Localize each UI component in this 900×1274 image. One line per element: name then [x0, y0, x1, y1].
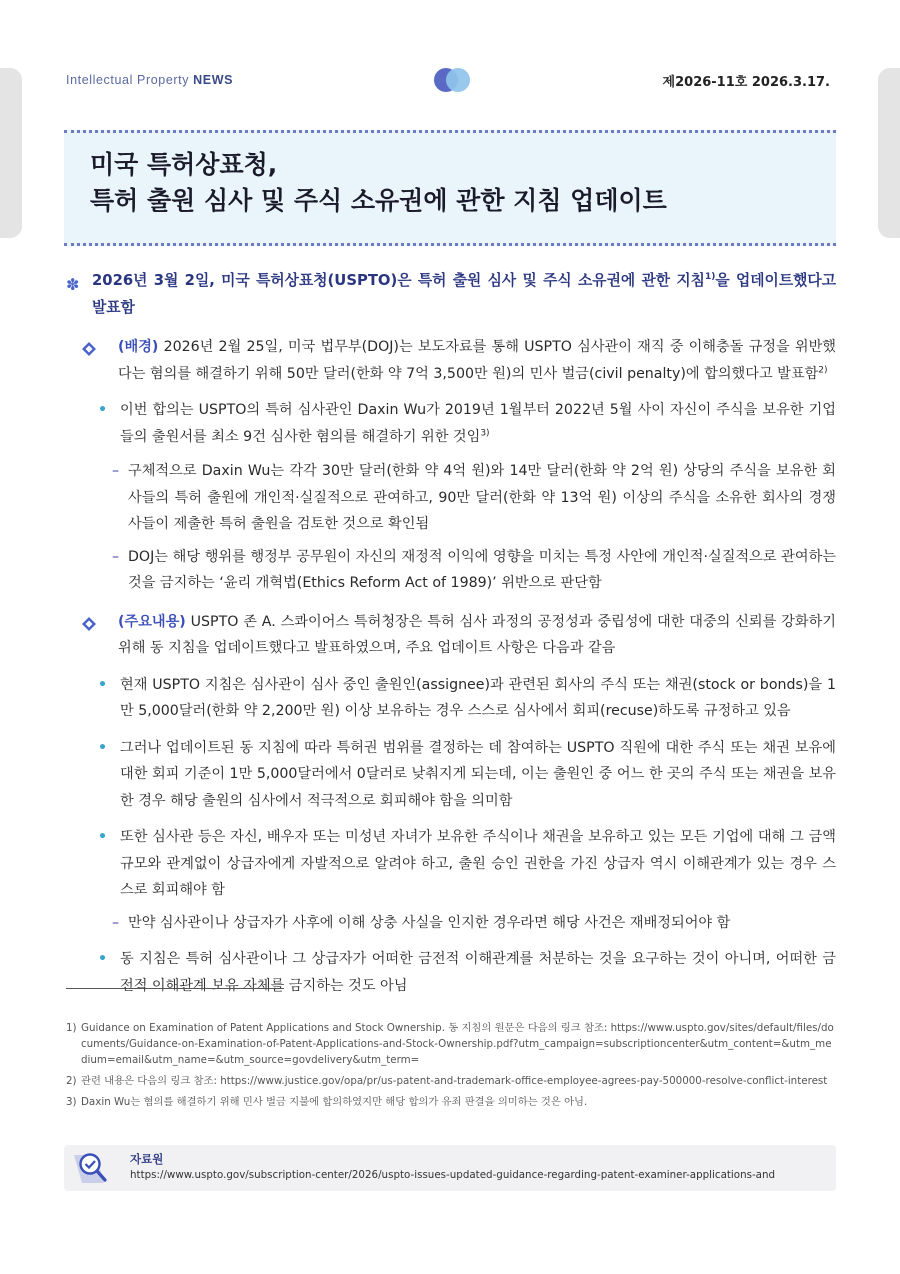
dash-bullet-icon: – [112, 914, 120, 931]
dash-bullet-icon: – [112, 463, 120, 479]
asterisk-bullet-icon: ✽ [66, 275, 80, 294]
footnote-ref-3[interactable]: 3) [480, 427, 490, 438]
list-item: • 또한 심사관 등은 자신, 배우자 또는 미성년 자녀가 보유한 주식이나 채권을 보유하고 있는 모든 기업에 대해 그 금액 규모와 관계없이 상급자에게 자발적으로 알려야 하고, 출원 승인 권한을 가진 상급자 역시 이해관계가 있는 경우 스스로 회피해야 함 [96, 824, 836, 904]
dot-bullet-icon: • [98, 676, 108, 693]
footnote-divider [66, 988, 284, 989]
diamond-bullet-icon [82, 614, 96, 628]
footnotes [66, 1020, 838, 1115]
article-body [66, 268, 836, 999]
footnote: 3) Daxin Wu는 혐의를 해결하기 위해 민사 벌금 지불에 합의하였지만 해당 합의가 유죄 판결을 의미하는 것은 아님. [66, 1096, 588, 1108]
list-item: – DOJ는 해당 행위를 행정부 공무원이 자신의 재정적 이익에 영향을 미치는 특정 사안에 개인적·실질적으로 관여하는 것을 금지하는 ‘윤리 개혁법(Ethics Reform Act of 1989)’ 위반으로 판단함 [110, 544, 836, 597]
page-title [90, 147, 667, 219]
list-item: • 이번 합의는 USPTO의 특허 심사관인 Daxin Wu가 2019년 1월부터 2022년 5월 사이 자신이 주식을 보유한 기업들의 출원서를 최소 9건 심사한 혐의를 해결하기 위한 것임$^{3)}$ [96, 397, 836, 450]
source-label: 자료원 [130, 1152, 164, 1166]
footnote: 1) Guidance on Examination of Patent Applications and Stock Ownership. 동 지침의 원문은 다음의 링크 참조: https://www.uspto.gov/sites/default/files/documents/Guidance-on-Examination-of-Patent-Applications-and-Stock-Ownership.pdf?utm_campaign=subscriptioncenter&utm_content=&utm_medium=email&utm_name=&utm_source=govdelivery&utm_term= [66, 1022, 834, 1066]
list-item: • 현재 USPTO 지침은 심사관이 심사 중인 출원인(assignee)과 관련된 회사의 주식 또는 채권(stock or bonds)을 1만 5,000달러(한화 약 2,200만 원) 이상 보유하는 경우 스스로 심사에서 회피(recuse)하도록 규정하고 있음 [96, 672, 836, 725]
brand-word-1: Intellectual [66, 73, 133, 87]
dot-bullet-icon: • [98, 829, 108, 845]
footnote-ref-1[interactable]: 1) [704, 272, 716, 283]
background-paragraph: (배경) 2026년 2월 25일, 미국 법무부(DOJ)는 보도자료를 통해 USPTO 심사관이 재직 중 이해충돌 규정을 위반했다는 혐의를 해결하기 위해 50만 달러(한화 약 7억 3,500만 원)의 민사 벌금(civil penalty)에 합의했다고 발표함$^{2)}$ [82, 334, 836, 387]
title-line-2: 특허 출원 심사 및 주식 소유권에 관한 지침 업데이트 [90, 186, 667, 215]
magnifier-check-icon [74, 1149, 110, 1187]
list-item: • 동 지침은 특허 심사관이나 그 상급자가 어떠한 금전적 이해관계를 처분하는 것을 요구하는 것이 아니며, 어떠한 금전적 이해관계 보유 자체를 금지하는 것도 아님 [96, 946, 836, 999]
issue-number: 제2026-11호 2026.3.17. [662, 75, 830, 90]
source-link[interactable]: https://www.uspto.gov/subscription-center/2026/uspto-issues-updated-guidance-regarding-patent-examiner-applications-and [130, 1169, 776, 1181]
list-item: – 구체적으로 Daxin Wu는 각각 30만 달러(한화 약 4억 원)와 14만 달러(한화 약 2억 원) 상당의 주식을 보유한 회사들의 특허 출원에 개인적·실질적으로 관여하고, 90만 달러(한화 약 13억 원) 이상의 주식을 소유한 회사의 경쟁사들이 제출한 특허 출원을 검토한 것으로 확인됨 [110, 458, 836, 538]
left-page-tab [0, 68, 22, 238]
background-label: (배경) [118, 339, 159, 355]
title-line-1: 미국 특허상표청, [90, 150, 278, 179]
footnote-ref-2[interactable]: 2) [818, 364, 828, 375]
dash-bullet-icon: – [112, 548, 120, 565]
diamond-bullet-icon [82, 339, 96, 353]
dot-bullet-icon: • [98, 402, 108, 418]
footnote: 2) 관련 내용은 다음의 링크 참조: https://www.justice.gov/opa/pr/us-patent-and-trademark-office-employee-agrees-pay-500000-resolve-conflict-interest [66, 1075, 828, 1087]
logo-icon [434, 68, 470, 92]
source-box [64, 1145, 836, 1191]
summary-paragraph: ✽ 2026년 3월 2일, 미국 특허상표청(USPTO)은 특허 출원 심사 및 주식 소유권에 관한 지침$^{1)}$을 업데이트했다고 발표함 [66, 272, 836, 316]
list-item: – 만약 심사관이나 상급자가 사후에 이해 상충 사실을 인지한 경우라면 해당 사건은 재배정되어야 함 [110, 910, 836, 937]
list-item: • 그러나 업데이트된 동 지침에 따라 특허권 범위를 결정하는 데 참여하는 USPTO 직원에 대한 주식 또는 채권 보유에 대한 회피 기준이 1만 5,000달러에서 0달러로 낮춰지게 되는데, 이는 출원인 중 어느 한 곳의 주식 또는 채권을 보유한 경우 해당 출원의 심사에서 적극적으로 회피해야 함을 의미함 [96, 735, 836, 815]
dot-bullet-icon: • [98, 951, 108, 967]
title-box [64, 130, 836, 246]
brand-word-3: NEWS [193, 73, 234, 87]
newsletter-brand [66, 73, 233, 87]
dot-bullet-icon: • [98, 739, 108, 756]
brand-word-2: Property [137, 73, 190, 87]
right-page-tab [878, 68, 900, 238]
main-content-paragraph: (주요내용) USPTO 존 A. 스콰이어스 특허청장은 특허 심사 과정의 공정성과 중립성에 대한 대중의 신뢰를 강화하기 위해 동 지침을 업데이트했다고 발표하였으며, 주요 업데이트 사항은 다음과 같음 [82, 609, 836, 662]
main-content-label: (주요내용) [118, 613, 186, 630]
